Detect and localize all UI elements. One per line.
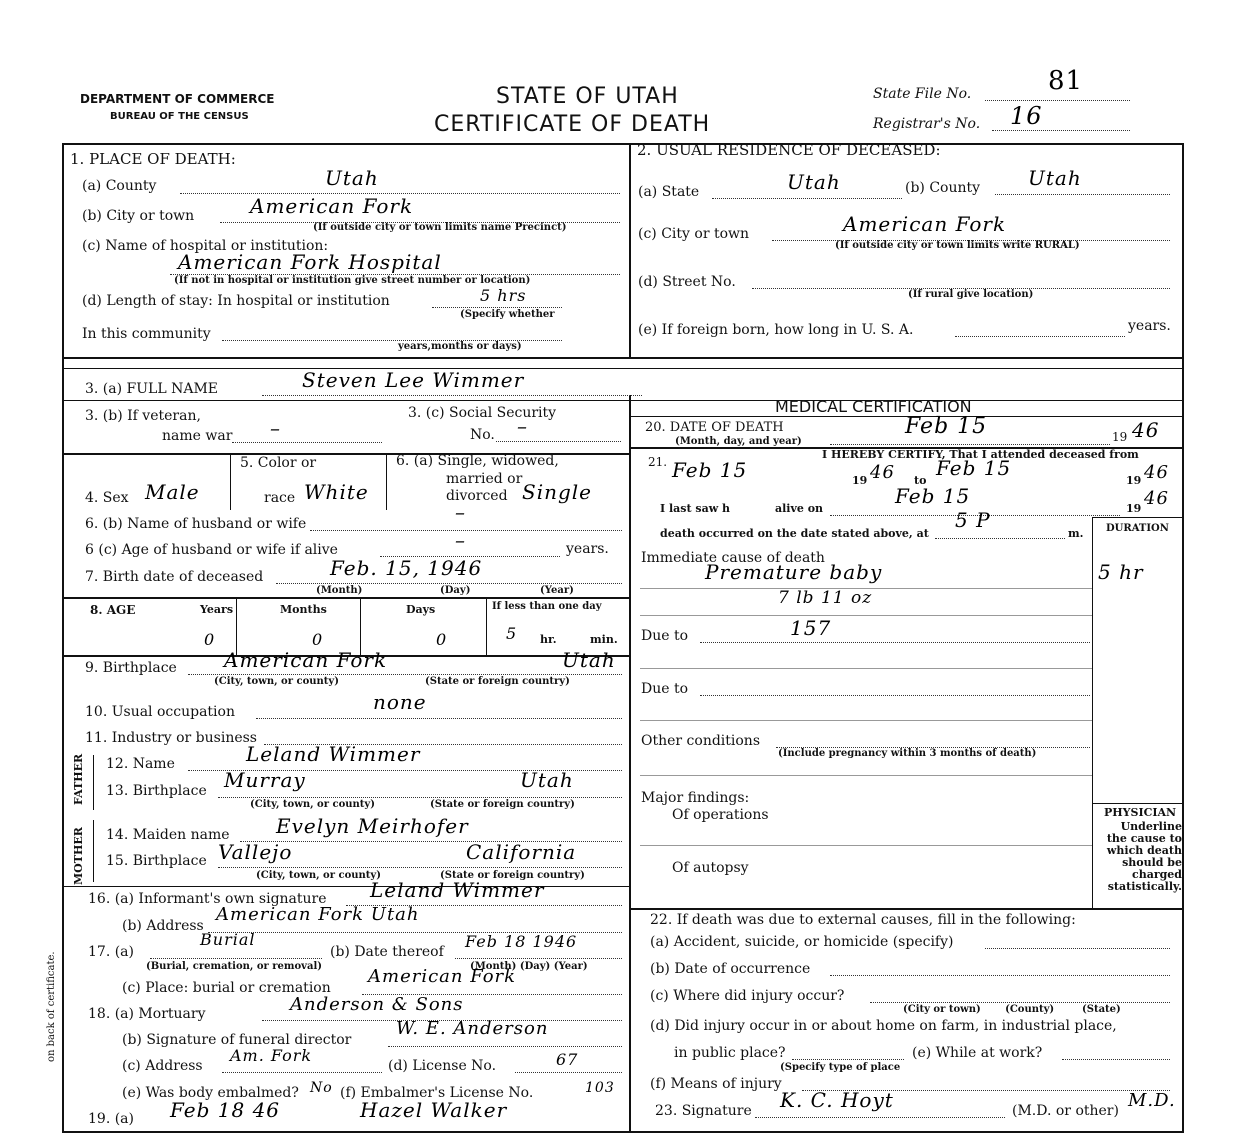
single-label: 6. (a) Single, widowed, — [396, 453, 559, 469]
birthplace-note2: (State or foreign country) — [425, 676, 570, 687]
burial-address-value: Am. Fork — [230, 1046, 313, 1065]
mother-maiden-label: 14. Maiden name — [106, 827, 230, 843]
informant-sig-value: Leland Wimmer — [370, 878, 545, 902]
underline-note: Underline the cause to which death should be charged statistically. — [1106, 820, 1182, 893]
sex-value: Male — [145, 480, 200, 504]
state-file-value: 81 — [1048, 66, 1084, 96]
race-label: race — [264, 490, 296, 506]
mother-birthplace-city: Vallejo — [218, 840, 293, 864]
from-year: 46 — [870, 462, 895, 483]
burial-date-value: Feb 18 1946 — [465, 932, 578, 951]
margin-note: on back of certificate. — [46, 951, 57, 1062]
external-a-label: (a) Accident, suicide, or homicide (specify) — [650, 934, 954, 950]
due-to2-label: Due to — [641, 681, 689, 697]
birth-date-value: Feb. 15, 1946 — [330, 556, 483, 580]
burial-value-a: Burial — [200, 930, 256, 949]
registration-label: 19. (a) — [88, 1111, 134, 1127]
place-city-value: American Fork — [250, 194, 414, 218]
residence-street-label: (d) Street No. — [638, 274, 736, 290]
burial-note-date: (Month) (Day) (Year) — [470, 961, 588, 972]
place-city-label: (b) City or town — [82, 208, 195, 224]
residence-foreign-label: (e) If foreign born, how long in U. S. A. — [638, 322, 914, 338]
director-label: (b) Signature of funeral director — [122, 1032, 352, 1048]
mother-note1: (City, town, or county) — [256, 870, 381, 881]
married-label: married or — [446, 471, 523, 487]
place-city-note: (If outside city or town limits name Precinct) — [313, 222, 567, 233]
birthplace-city: American Fork — [224, 648, 388, 672]
birth-day-note: (Day) — [440, 585, 471, 596]
death-date-value: Feb 15 — [905, 414, 988, 439]
residence-county-label: (b) County — [905, 180, 981, 196]
father-birthplace-city: Murray — [224, 768, 306, 792]
embalmed-label: (e) Was body embalmed? — [122, 1085, 299, 1101]
industry-label: 11. Industry or business — [85, 730, 257, 746]
ss-label2: No. — [470, 427, 495, 443]
mother-note2: (State or foreign country) — [440, 870, 585, 881]
birth-month-note: (Month) — [316, 585, 363, 596]
death-year-prefix: 19 — [1112, 430, 1128, 444]
race-value: White — [304, 480, 369, 504]
spouse-age-suffix: years. — [566, 541, 609, 557]
due-to-value: 157 — [790, 616, 832, 640]
immediate-cause-value2: 7 lb 11 oz — [778, 588, 873, 608]
place-county-label: (a) County — [82, 178, 157, 194]
mother-maiden-value: Evelyn Meirhofer — [276, 814, 469, 838]
license-label: (d) License No. — [388, 1058, 497, 1074]
medical-heading: MEDICAL CERTIFICATION — [775, 397, 972, 416]
place-stay-value: 5 hrs — [480, 286, 527, 305]
place-hospital-note: (If not in hospital or institution give street number or location) — [174, 275, 531, 286]
embalmed-value: No — [310, 1080, 333, 1096]
dept-name: DEPARTMENT OF COMMERCE — [80, 92, 275, 106]
occupation-value: none — [373, 690, 427, 714]
birth-year-note: (Year) — [540, 585, 574, 596]
lessday-label: If less than one day — [492, 601, 602, 612]
place-community-label: In this community — [82, 326, 211, 342]
state-title: STATE OF UTAH — [496, 84, 679, 109]
due-to-label: Due to — [641, 628, 689, 644]
veteran-label2: name war — [162, 428, 233, 444]
residence-heading: 2. USUAL RESIDENCE OF DECEASED: — [637, 141, 941, 159]
attended-to: Feb 15 — [936, 456, 1012, 480]
ss-value: – — [517, 414, 528, 438]
immediate-cause-label: Immediate cause of death — [641, 550, 825, 566]
external-heading: 22. If death was due to external causes, fill in the following: — [650, 912, 1076, 928]
bureau-name: BUREAU OF THE CENSUS — [110, 111, 249, 122]
burial-note-a: (Burial, cremation, or removal) — [146, 961, 322, 972]
external-f-label: (f) Means of injury — [650, 1076, 782, 1092]
spouse-age-label: 6 (c) Age of husband or wife if alive — [85, 542, 338, 558]
external-b-label: (b) Date of occurrence — [650, 961, 811, 977]
veteran-label: 3. (b) If veteran, — [85, 408, 201, 424]
burial-place-label: (c) Place: burial or cremation — [122, 980, 331, 996]
father-birthplace-label: 13. Birthplace — [106, 783, 207, 799]
director-value: W. E. Anderson — [396, 1018, 549, 1039]
state-file-label: State File No. — [873, 86, 972, 102]
certify-number: 21. — [648, 455, 668, 469]
veteran-value: – — [270, 416, 281, 440]
mother-birthplace-state: California — [466, 840, 577, 864]
occurred-value: 5 P — [955, 508, 991, 532]
residence-city-value: American Fork — [843, 212, 1007, 236]
embalmer-label: (f) Embalmer's License No. — [340, 1085, 534, 1101]
residence-state-value: Utah — [787, 170, 841, 194]
sex-label: 4. Sex — [85, 490, 129, 506]
father-name-label: 12. Name — [106, 756, 175, 772]
registrar-value: 16 — [1010, 102, 1043, 130]
place-county-value: Utah — [325, 166, 379, 190]
last-saw-label: I last saw h — [660, 502, 731, 515]
months-label: Months — [280, 603, 327, 616]
birth-date-label: 7. Birth date of deceased — [85, 569, 264, 585]
age-label: 8. AGE — [90, 603, 136, 617]
duration-label: DURATION — [1106, 523, 1169, 534]
occurred-label: death occurred on the date stated above, at — [660, 527, 929, 540]
birthplace-label: 9. Birthplace — [85, 660, 177, 676]
from-year-prefix: 19 — [852, 474, 868, 487]
to-year: 46 — [1144, 462, 1169, 483]
external-d-note: (Specify type of place — [780, 1062, 901, 1073]
residence-street-note: (If rural give location) — [908, 289, 1034, 300]
full-name-label: 3. (a) FULL NAME — [85, 381, 218, 397]
death-year: 46 — [1132, 418, 1160, 442]
autopsy-label: Of autopsy — [672, 860, 749, 876]
place-hospital-label: (c) Name of hospital or institution: — [82, 238, 329, 254]
external-d-label: (d) Did injury occur in or about home on farm, in industrial place, — [650, 1018, 1117, 1034]
duration-value: 5 hr — [1098, 560, 1144, 584]
ss-label: 3. (c) Social Security — [408, 405, 557, 421]
m-label: m. — [1068, 527, 1084, 540]
informant-address-label: (b) Address — [122, 918, 204, 934]
signature-value: K. C. Hoyt — [780, 1088, 894, 1112]
physician-label: PHYSICIAN — [1104, 806, 1177, 819]
last-saw-year: 46 — [1144, 488, 1169, 509]
mortuary-value: Anderson & Sons — [290, 994, 464, 1015]
burial-place-value: American Fork — [368, 966, 517, 987]
registration-date: Feb 18 46 — [170, 1098, 281, 1122]
father-note1: (City, town, or county) — [250, 799, 375, 810]
place-stay-note: (Specify whether — [460, 309, 555, 320]
place-heading: 1. PLACE OF DEATH: — [70, 150, 236, 168]
divorced-label: divorced — [446, 488, 508, 504]
residence-county-value: Utah — [1028, 166, 1082, 190]
certify-text: I HEREBY CERTIFY, That I attended deceased from — [822, 448, 1139, 461]
attended-from: Feb 15 — [672, 458, 748, 482]
hr-value: 5 — [506, 624, 518, 643]
marital-value: Single — [522, 480, 593, 504]
min-label: min. — [590, 633, 618, 646]
years-label: Years — [200, 603, 234, 616]
days-value: 0 — [436, 630, 448, 649]
major-findings-label: Major findings: — [641, 790, 750, 806]
md-label: (M.D. or other) — [1012, 1103, 1119, 1119]
days-label: Days — [406, 603, 436, 616]
residence-city-label: (c) City or town — [638, 226, 750, 242]
occupation-label: 10. Usual occupation — [85, 704, 235, 720]
burial-address-label: (c) Address — [122, 1058, 203, 1074]
spouse-label: 6. (b) Name of husband or wife — [85, 516, 307, 532]
place-hospital-value: American Fork Hospital — [178, 250, 442, 274]
to-year-prefix: 19 — [1126, 474, 1142, 487]
place-community-note: years,months or days) — [398, 341, 522, 352]
residence-city-note: (If outside city or town limits write RURAL) — [835, 240, 1080, 251]
external-c-label: (c) Where did injury occur? — [650, 988, 845, 1004]
external-c-note: (City or town) (County) (State) — [903, 1004, 1121, 1015]
years-value: 0 — [204, 630, 216, 649]
father-note2: (State or foreign country) — [430, 799, 575, 810]
embalmer-value: 103 — [585, 1080, 615, 1096]
last-saw-value: Feb 15 — [895, 484, 971, 508]
place-stay-label: (d) Length of stay: In hospital or institution — [82, 293, 390, 309]
birthplace-state: Utah — [562, 648, 616, 672]
signature-label: 23. Signature — [655, 1103, 752, 1119]
death-date-label: 20. DATE OF DEATH — [645, 420, 784, 435]
father-name-value: Leland Wimmer — [246, 742, 421, 766]
informant-address-value: American Fork Utah — [216, 904, 420, 925]
last-saw-year-prefix: 19 — [1126, 502, 1142, 515]
spouse-age-value: – — [455, 528, 466, 552]
birthplace-note1: (City, town, or county) — [214, 676, 339, 687]
full-name-value: Steven Lee Wimmer — [302, 368, 525, 392]
mother-side-label: MOTHER — [72, 827, 85, 885]
father-side-label: FATHER — [72, 753, 85, 805]
mortuary-label: 18. (a) Mortuary — [88, 1006, 206, 1022]
informant-sig-label: 16. (a) Informant's own signature — [88, 891, 327, 907]
spouse-value: – — [455, 500, 466, 524]
father-birthplace-state: Utah — [520, 768, 574, 792]
registrar-label: Registrar's No. — [873, 116, 981, 132]
license-value: 67 — [556, 1050, 579, 1069]
external-d-label2: in public place? — [674, 1045, 786, 1061]
hr-label: hr. — [540, 633, 557, 646]
operations-label: Of operations — [672, 807, 769, 823]
registration-signature: Hazel Walker — [360, 1098, 508, 1122]
residence-state-label: (a) State — [638, 184, 700, 200]
immediate-cause-value: Premature baby — [705, 560, 883, 584]
burial-date-label: (b) Date thereof — [330, 944, 444, 960]
mother-birthplace-label: 15. Birthplace — [106, 853, 207, 869]
external-e-label: (e) While at work? — [912, 1045, 1043, 1061]
death-date-note: (Month, day, and year) — [675, 436, 802, 447]
burial-label-a: 17. (a) — [88, 944, 134, 960]
color-label: 5. Color or — [240, 455, 317, 471]
other-conditions-note: (Include pregnancy within 3 months of death) — [778, 748, 1037, 759]
residence-foreign-suffix: years. — [1128, 318, 1171, 334]
to-label: to — [914, 474, 927, 487]
alive-label: alive on — [775, 502, 824, 515]
other-conditions-label: Other conditions — [641, 733, 761, 749]
md-value: M.D. — [1128, 1090, 1176, 1111]
certificate-title: CERTIFICATE OF DEATH — [434, 112, 711, 137]
months-value: 0 — [312, 630, 324, 649]
